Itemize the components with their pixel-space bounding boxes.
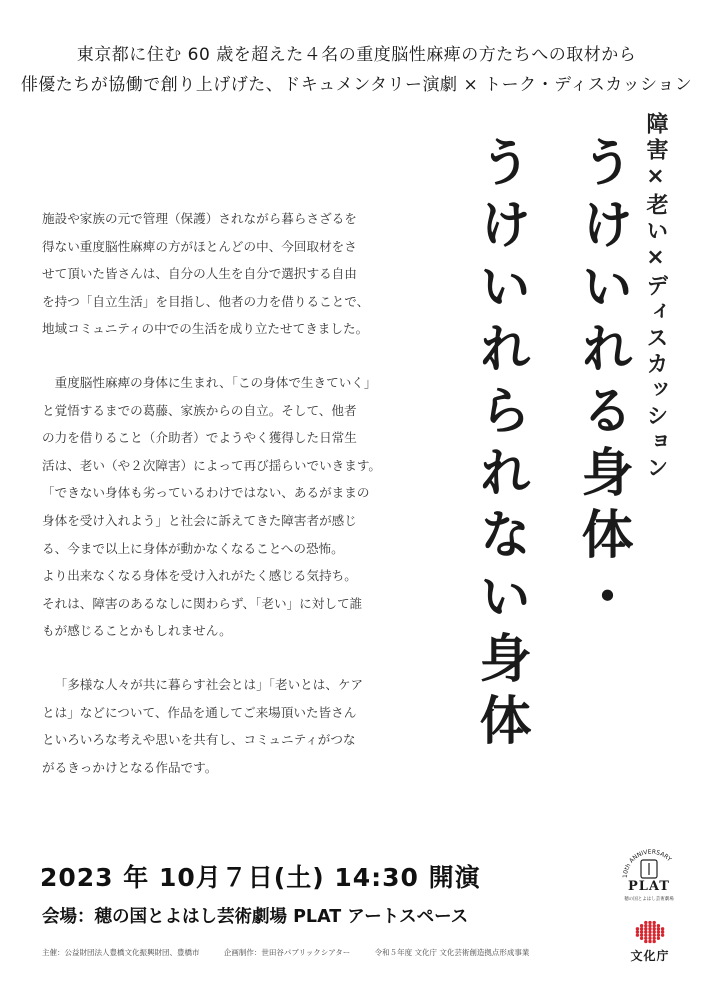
logo-dot xyxy=(657,924,660,927)
header-line-2: 俳優たちが協働で創り上げげた、ドキュメンタリー演劇 × トーク・ディスカッション xyxy=(20,75,693,95)
logo-dot xyxy=(636,927,639,930)
svg-text:10th ANNIVERSARY xyxy=(622,849,673,879)
logo-dot xyxy=(644,940,647,943)
logo-dot xyxy=(636,930,639,933)
vertical-subtitle: 障害×老い×ディスカッション xyxy=(643,112,668,482)
logo-dot xyxy=(648,937,651,940)
logo-dot xyxy=(653,933,656,936)
logo-dot xyxy=(653,927,656,930)
logo-dot xyxy=(653,924,656,927)
logo-dot xyxy=(657,927,660,930)
logo-dot xyxy=(653,930,656,933)
logo-dot xyxy=(661,930,664,933)
logo-dot xyxy=(653,937,656,940)
description-paragraph-2: 重度脳性麻痺の身体に生まれ、「この身体で生きていく」 と覚悟するまでの葛藤、家族からの自立。そして、他者 の力を借りること（介助者）でようやく獲得した日常生 活は、老い（や２次障害）によって再び揺らいでいきます。 「できない身体も劣っているわけではない、あるがままの 身体を受け入れよう」と社会に訴えてきた障害者が感じ る、今まで以上に身体が動かなくなることへの恐怖。 より出来なくなる身体を受け入れがたく感じる気持ち。 それは、障害のあるなしに関わらず、「老い」に対して誰 もが感じることかもしれません。 xyxy=(42,374,382,639)
logo-dot xyxy=(648,940,651,943)
description-paragraph-1: 施設や家族の元で管理（保護）されながら暮らさざるを 得ない重度脳性麻痺の方がほとんどの中、今回取材をさ せて頂いた皆さんは、自分の人生を自分で選択する自由 を持つ「自立生活」を目指し、他者の力を借りることで、 地域コミュニティの中での生活を成り立たせてきました。 xyxy=(42,211,370,337)
logo-dot xyxy=(657,930,660,933)
footer-program: 令和５年度 文化庁 文化芸術創造拠点形成事業 xyxy=(374,948,530,957)
header-line-1: 東京都に住む 60 歳を超えた４名の重度脳性麻痺の方たちへの取材から xyxy=(76,45,637,65)
plat-emblem-icon xyxy=(617,838,681,882)
header xyxy=(0,40,713,100)
logo-dot xyxy=(648,927,651,930)
main-title-line-2: うけいれられない身体 xyxy=(470,135,530,755)
logo-dot xyxy=(661,927,664,930)
logo-dot xyxy=(644,927,647,930)
logo-dot xyxy=(636,933,639,936)
logo-dot xyxy=(657,933,660,936)
event-date: 2023 年 10月７日(土) 14:30 開演 xyxy=(40,863,481,892)
logo-dot xyxy=(640,937,643,940)
plat-name: PLAT xyxy=(628,879,670,894)
logo-dot xyxy=(648,921,651,924)
logo-dot xyxy=(657,937,660,940)
description xyxy=(42,205,422,807)
logo-dot xyxy=(648,930,651,933)
logo-dot xyxy=(644,930,647,933)
logo-dot xyxy=(644,921,647,924)
plat-subname: 穂の国とよはし芸術劇場 xyxy=(624,897,674,902)
logo-dot xyxy=(661,933,664,936)
logo-dot xyxy=(648,933,651,936)
logo-dot xyxy=(644,933,647,936)
bunka-agency-name: 文化庁 xyxy=(630,949,670,963)
logo-dot xyxy=(644,937,647,940)
logo-dot xyxy=(640,933,643,936)
event-venue: 会場：穂の国とよはし芸術劇場 PLAT アートスペース xyxy=(42,907,469,927)
logo-dot xyxy=(640,924,643,927)
logo-dot xyxy=(640,930,643,933)
footer-credits xyxy=(42,947,602,958)
footer-planning: 企画制作：世田谷パブリックシアター xyxy=(223,948,351,957)
logo-dot xyxy=(640,927,643,930)
logo-dot xyxy=(653,921,656,924)
plat-anniversary-text: 10th ANNIVERSARY xyxy=(621,848,673,879)
footer-organizer: 主催：公益財団法人豊橋文化振興財団、豊橋市 xyxy=(42,948,200,957)
logo-dot xyxy=(648,924,651,927)
logo-dot xyxy=(644,924,647,927)
description-paragraph-3: 「多様な人々が共に暮らす社会とは」「老いとは、ケア とは」などについて、作品を通してご来場頂いた皆さん といろいろな考えや思いを共有し、コミュニティがつな がるきっかけとなる作品です。 xyxy=(42,676,364,775)
main-title-line-1: うけいれる身体・ xyxy=(572,135,632,631)
logo-dot xyxy=(653,940,656,943)
plat-logo xyxy=(617,838,681,910)
